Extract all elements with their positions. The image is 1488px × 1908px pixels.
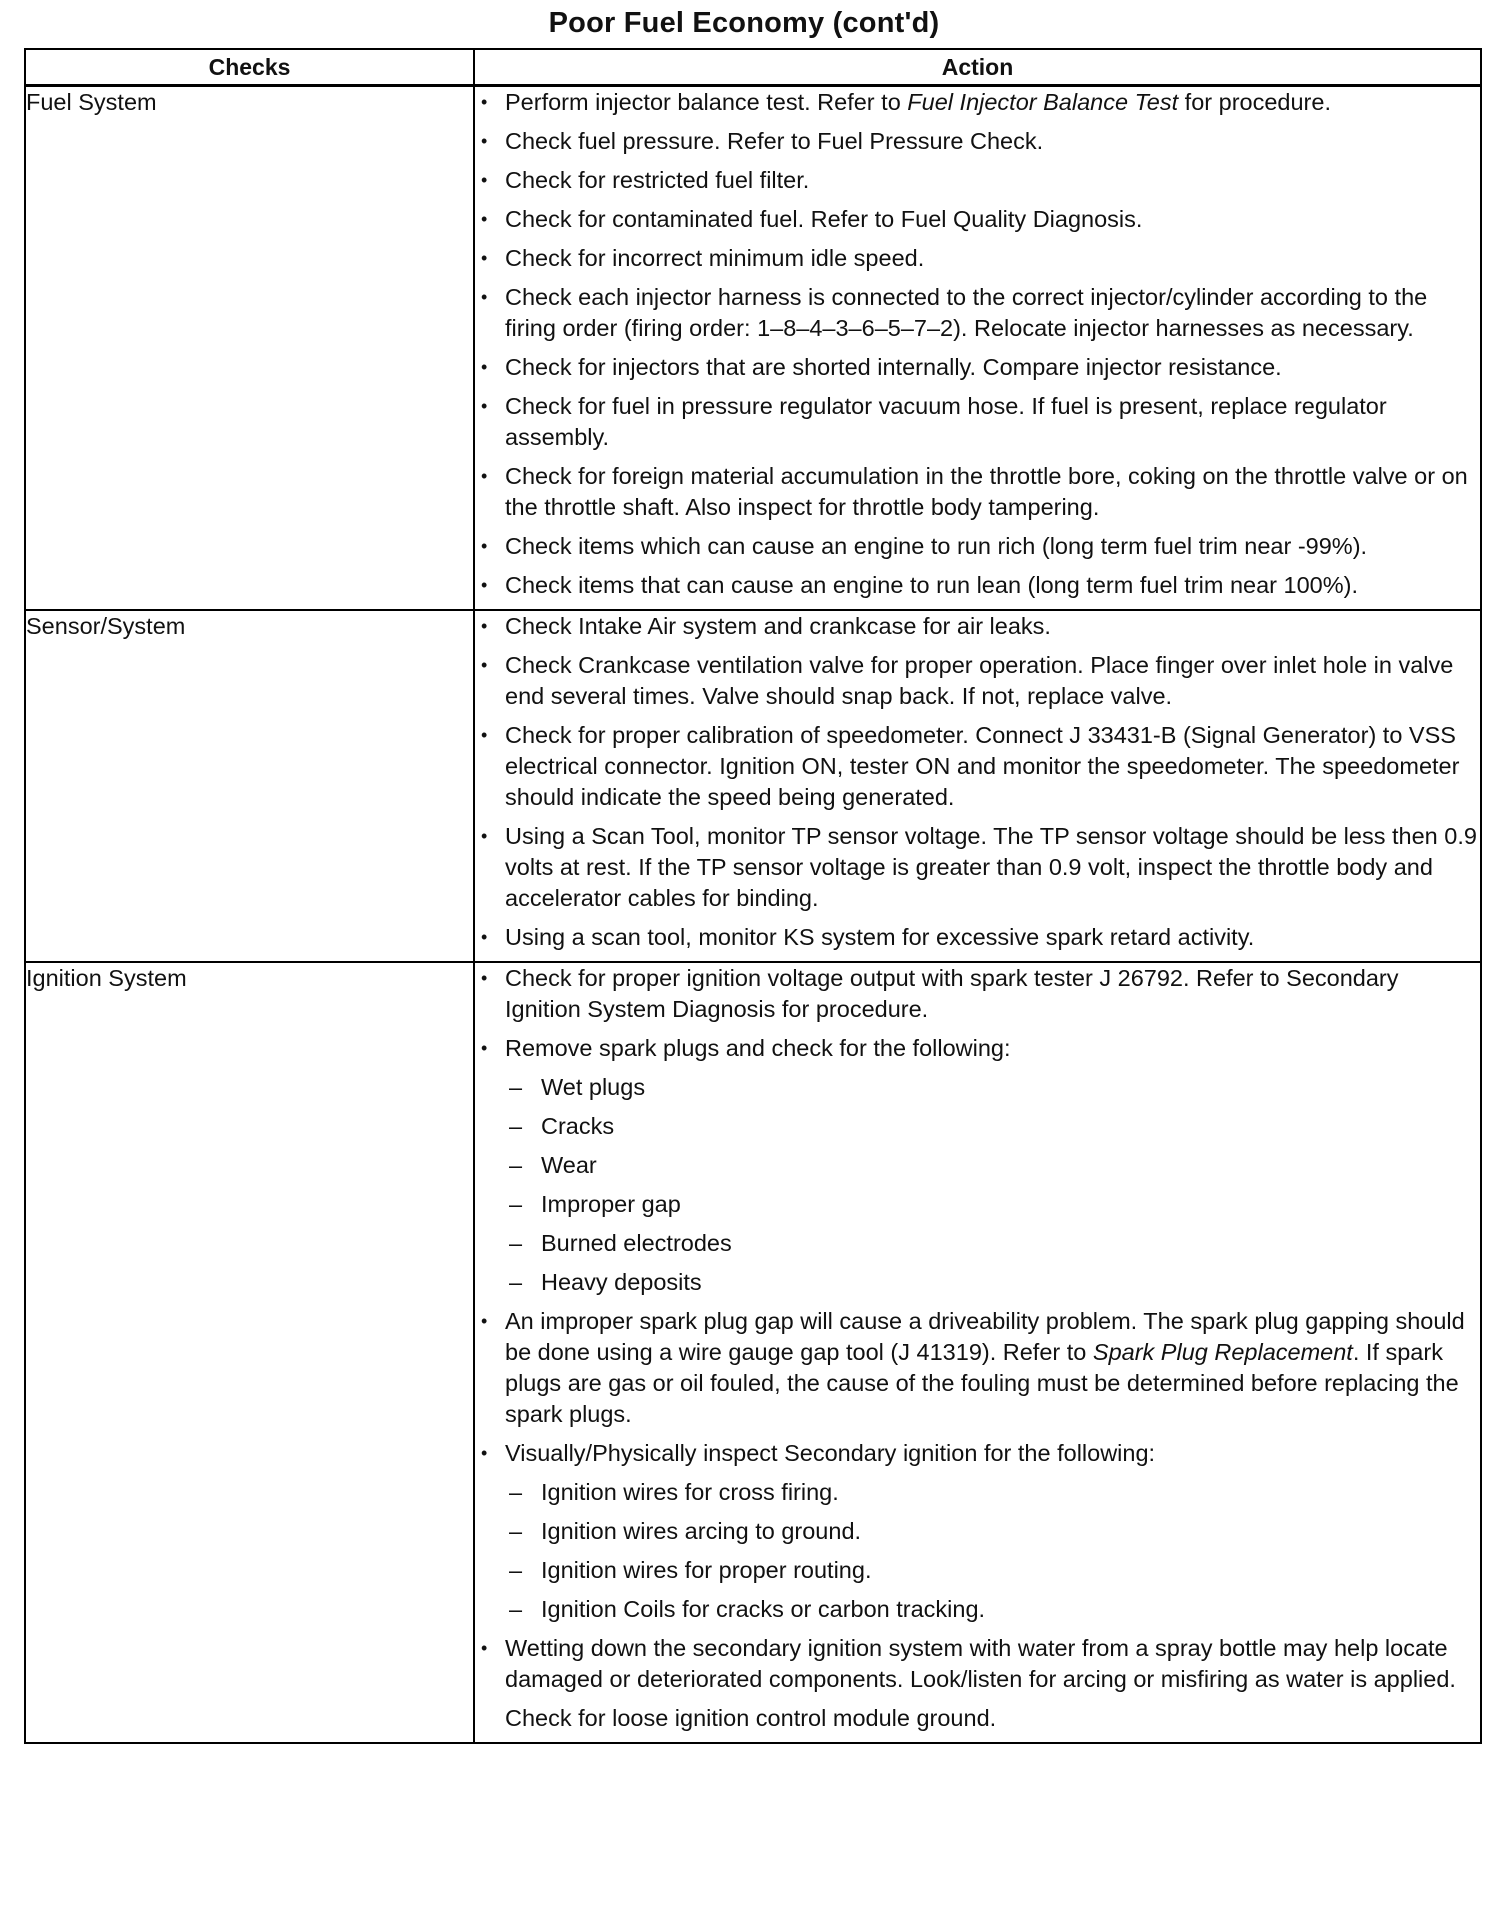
action-cell-sensor-system bbox=[474, 610, 1481, 962]
list-item: • Check for contaminated fuel. Refer to Fuel Quality Diagnosis. bbox=[475, 204, 1480, 235]
action-list bbox=[475, 963, 1480, 1734]
check-cell-fuel-system: Fuel System bbox=[25, 86, 474, 611]
table-row bbox=[25, 610, 1481, 962]
list-item: • Check for restricted fuel filter. bbox=[475, 165, 1480, 196]
page-title: Poor Fuel Economy (cont'd) bbox=[548, 7, 940, 39]
spark-plug-checklist bbox=[505, 1072, 1480, 1298]
list-item: • Using a scan tool, monitor KS system for excessive spark retard activity. bbox=[475, 922, 1480, 953]
sub-list-item: – Burned electrodes bbox=[505, 1228, 1480, 1259]
sub-list-item: – Wet plugs bbox=[505, 1072, 1480, 1103]
sub-list-item: – Cracks bbox=[505, 1111, 1480, 1142]
sub-list-item: – Ignition wires for cross firing. bbox=[505, 1477, 1480, 1508]
sub-list-item: – Ignition wires for proper routing. bbox=[505, 1555, 1480, 1586]
list-item: • Using a Scan Tool, monitor TP sensor voltage. The TP sensor voltage should be less then 0.9 volts at rest. If the TP sensor voltage is greater than 0.9 volt, inspect the throttle body and accelerator cables for binding. bbox=[475, 821, 1480, 914]
action-list bbox=[475, 611, 1480, 953]
list-item: • Check for proper ignition voltage output with spark tester J 26792. Refer to Secondary Ignition System Diagnosis for procedure. bbox=[475, 963, 1480, 1025]
list-item: Check for loose ignition control module ground. bbox=[505, 1705, 997, 1731]
table-row bbox=[25, 86, 1481, 611]
action-list bbox=[475, 87, 1480, 601]
check-cell-ignition-system: Ignition System bbox=[25, 962, 474, 1743]
list-item: • Check Intake Air system and crankcase for air leaks. bbox=[475, 611, 1480, 642]
list-item: • Check for fuel in pressure regulator vacuum hose. If fuel is present, replace regulator assembly. bbox=[475, 391, 1480, 453]
check-cell-sensor-system: Sensor/System bbox=[25, 610, 474, 962]
list-item: • Check Crankcase ventilation valve for proper operation. Place finger over inlet hole in valve end several times. Valve should snap back. If not, replace valve. bbox=[475, 650, 1480, 712]
sub-list-item: – Ignition Coils for cracks or carbon tracking. bbox=[505, 1594, 1480, 1625]
action-column-header: Action bbox=[474, 49, 1481, 86]
list-item: • Check fuel pressure. Refer to Fuel Pressure Check. bbox=[475, 126, 1480, 157]
list-item: • Check each injector harness is connected to the correct injector/cylinder according to the firing order (firing order: 1–8–4–3–6–5–7–2). Relocate injector harnesses as necessary. bbox=[475, 282, 1480, 344]
list-item bbox=[475, 1033, 1480, 1298]
list-item: • Check for incorrect minimum idle speed. bbox=[475, 243, 1480, 274]
list-item: • An improper spark plug gap will cause a driveability problem. The spark plug gapping should be done using a wire gauge gap tool (J 41319). Refer to Spark Plug Replacement. If spark plugs are gas or oil fouled, the cause of the fouling must be determined before replacing the spark plugs. bbox=[475, 1306, 1480, 1430]
action-cell-fuel-system bbox=[474, 86, 1481, 611]
list-item: • Wetting down the secondary ignition system with water from a spray bottle may help locate damaged or deteriorated components. Look/listen for arcing or misfiring as water is applied. bbox=[475, 1633, 1480, 1695]
sub-list-item: – Heavy deposits bbox=[505, 1267, 1480, 1298]
sub-list-item: – Ignition wires arcing to ground. bbox=[505, 1516, 1480, 1547]
action-cell-ignition-system bbox=[474, 962, 1481, 1743]
list-item: • Check items which can cause an engine to run rich (long term fuel trim near -99%). bbox=[475, 531, 1480, 562]
list-item: • Check items that can cause an engine to run lean (long term fuel trim near 100%). bbox=[475, 570, 1480, 601]
table-row bbox=[25, 962, 1481, 1743]
checks-column-header: Checks bbox=[25, 49, 474, 86]
sub-list-item: – Wear bbox=[505, 1150, 1480, 1181]
secondary-ignition-checklist bbox=[505, 1477, 1480, 1625]
list-item: • Check for proper calibration of speedometer. Connect J 33431-B (Signal Generator) to VSS electrical connector. Ignition ON, tester ON and monitor the speedometer. The speedometer should indicate the speed being generated. bbox=[475, 720, 1480, 813]
diagnosis-table bbox=[24, 48, 1482, 1744]
table-header-row bbox=[25, 49, 1481, 86]
list-item bbox=[475, 1438, 1480, 1625]
sub-list-item: – Improper gap bbox=[505, 1189, 1480, 1220]
list-item: • Check for foreign material accumulation in the throttle bore, coking on the throttle valve or on the throttle shaft. Also inspect for throttle body tampering. bbox=[475, 461, 1480, 523]
list-item-text: Remove spark plugs and check for the following: bbox=[505, 1035, 1011, 1061]
list-item: • Check for injectors that are shorted internally. Compare injector resistance. bbox=[475, 352, 1480, 383]
list-item-text: Visually/Physically inspect Secondary ignition for the following: bbox=[505, 1440, 1156, 1466]
list-item: • Perform injector balance test. Refer to Fuel Injector Balance Test for procedure. bbox=[475, 87, 1480, 118]
